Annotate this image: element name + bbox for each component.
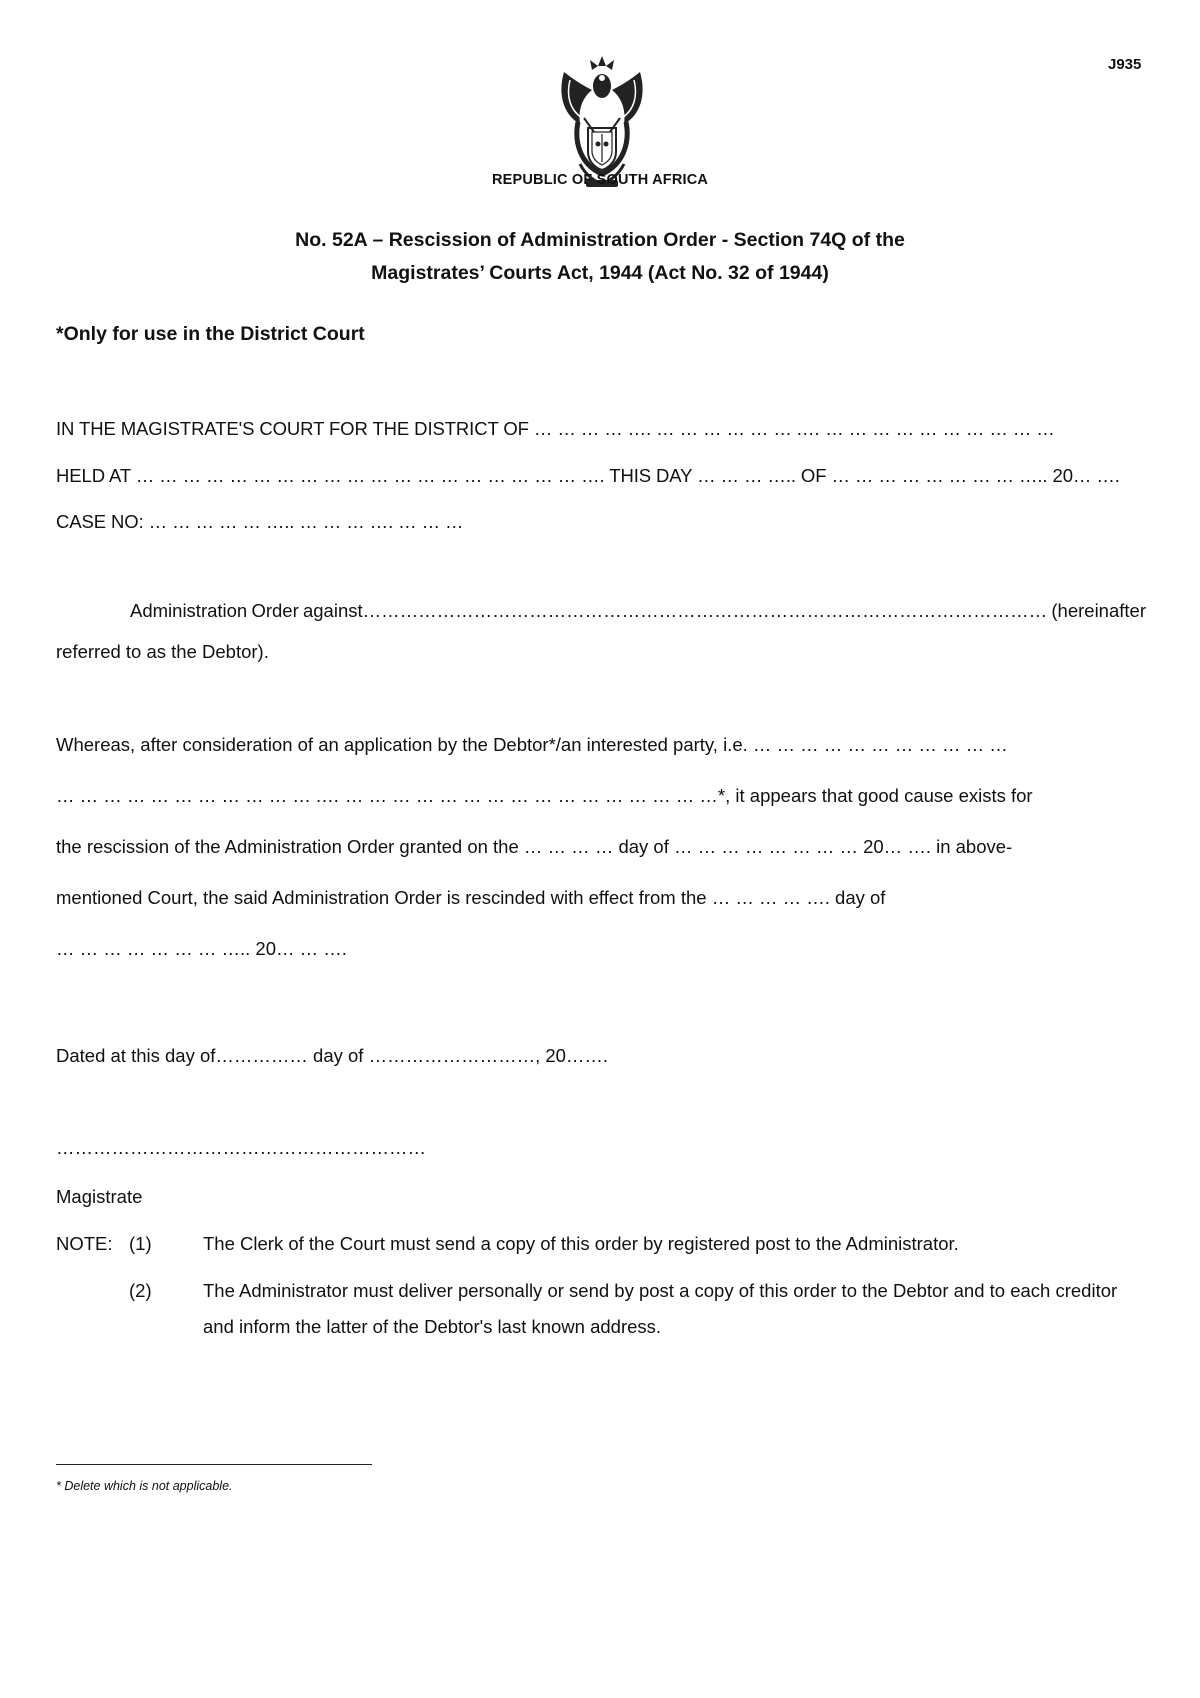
order-word-1: Administration xyxy=(130,600,248,621)
form-code: J935 xyxy=(1108,56,1142,73)
held-at-line: HELD AT … … … … … … … … … … … … … … … … … … … …. THIS DAY … … … ….. OF … … … … … … … … ….. 20… …. xyxy=(56,465,1120,486)
coat-of-arms-icon xyxy=(556,52,648,190)
whereas-line-4: mentioned Court, the said Administration Order is rescinded with effect from the … … … … …. day of xyxy=(56,887,886,908)
form-title xyxy=(0,224,1200,290)
form-title-line-2: Magistrates’ Courts Act, 1944 (Act No. 32 of 1944) xyxy=(371,262,829,284)
order-line-2: referred to as the Debtor). xyxy=(56,641,269,662)
order-line-1 xyxy=(56,600,1146,622)
order-word-4: (hereinafter xyxy=(1051,600,1146,621)
note-number-1: (1) xyxy=(129,1233,152,1254)
whereas-line-5: … … … … … … … ….. 20… … …. xyxy=(56,938,347,959)
note-text-1: The Clerk of the Court must send a copy of this order by registered post to the Administrator. xyxy=(203,1233,959,1254)
note-text-2: The Administrator must deliver personally or send by post a copy of this order to the Debtor and to each creditor and inform the latter of the Debtor's last known address. xyxy=(203,1280,1118,1337)
order-word-3: against………………………………………………………………………………………………… xyxy=(302,600,1048,621)
dated-line: Dated at this day of…………… day of ………………………, 20……. xyxy=(56,1045,609,1066)
whereas-line-2: … … … … … … … … … … … .… … … … … … … … … … … … … … … … …*, it appears that good cause exists for xyxy=(56,785,1033,806)
country-heading: REPUBLIC OF SOUTH AFRICA xyxy=(491,172,709,188)
magistrate-label: Magistrate xyxy=(56,1186,143,1207)
note-number-2: (2) xyxy=(129,1280,152,1301)
form-title-line-1: No. 52A – Rescission of Administration Order - Section 74Q of the xyxy=(295,229,905,251)
case-no-line: CASE NO: … … … … … ….. … … … …. … … … xyxy=(56,511,464,532)
signature-line: …………………………………………………… xyxy=(56,1137,426,1158)
whereas-line-1: Whereas, after consideration of an application by the Debtor*/an interested party, i.e. … … … … … … … … … … … xyxy=(56,734,1008,755)
whereas-line-3: the rescission of the Administration Order granted on the … … … … day of … … … … … … … … 20… …. in above- xyxy=(56,836,1013,857)
footnote-divider xyxy=(56,1464,372,1465)
district-court-note: *Only for use in the District Court xyxy=(56,323,365,345)
footnote: * Delete which is not applicable. xyxy=(56,1479,233,1493)
note-label: NOTE: xyxy=(56,1233,113,1254)
district-line: IN THE MAGISTRATE'S COURT FOR THE DISTRICT OF … … … … …. … … … … … … .… … … … … … … … … … … xyxy=(56,418,1055,439)
order-word-2: Order xyxy=(251,600,299,621)
